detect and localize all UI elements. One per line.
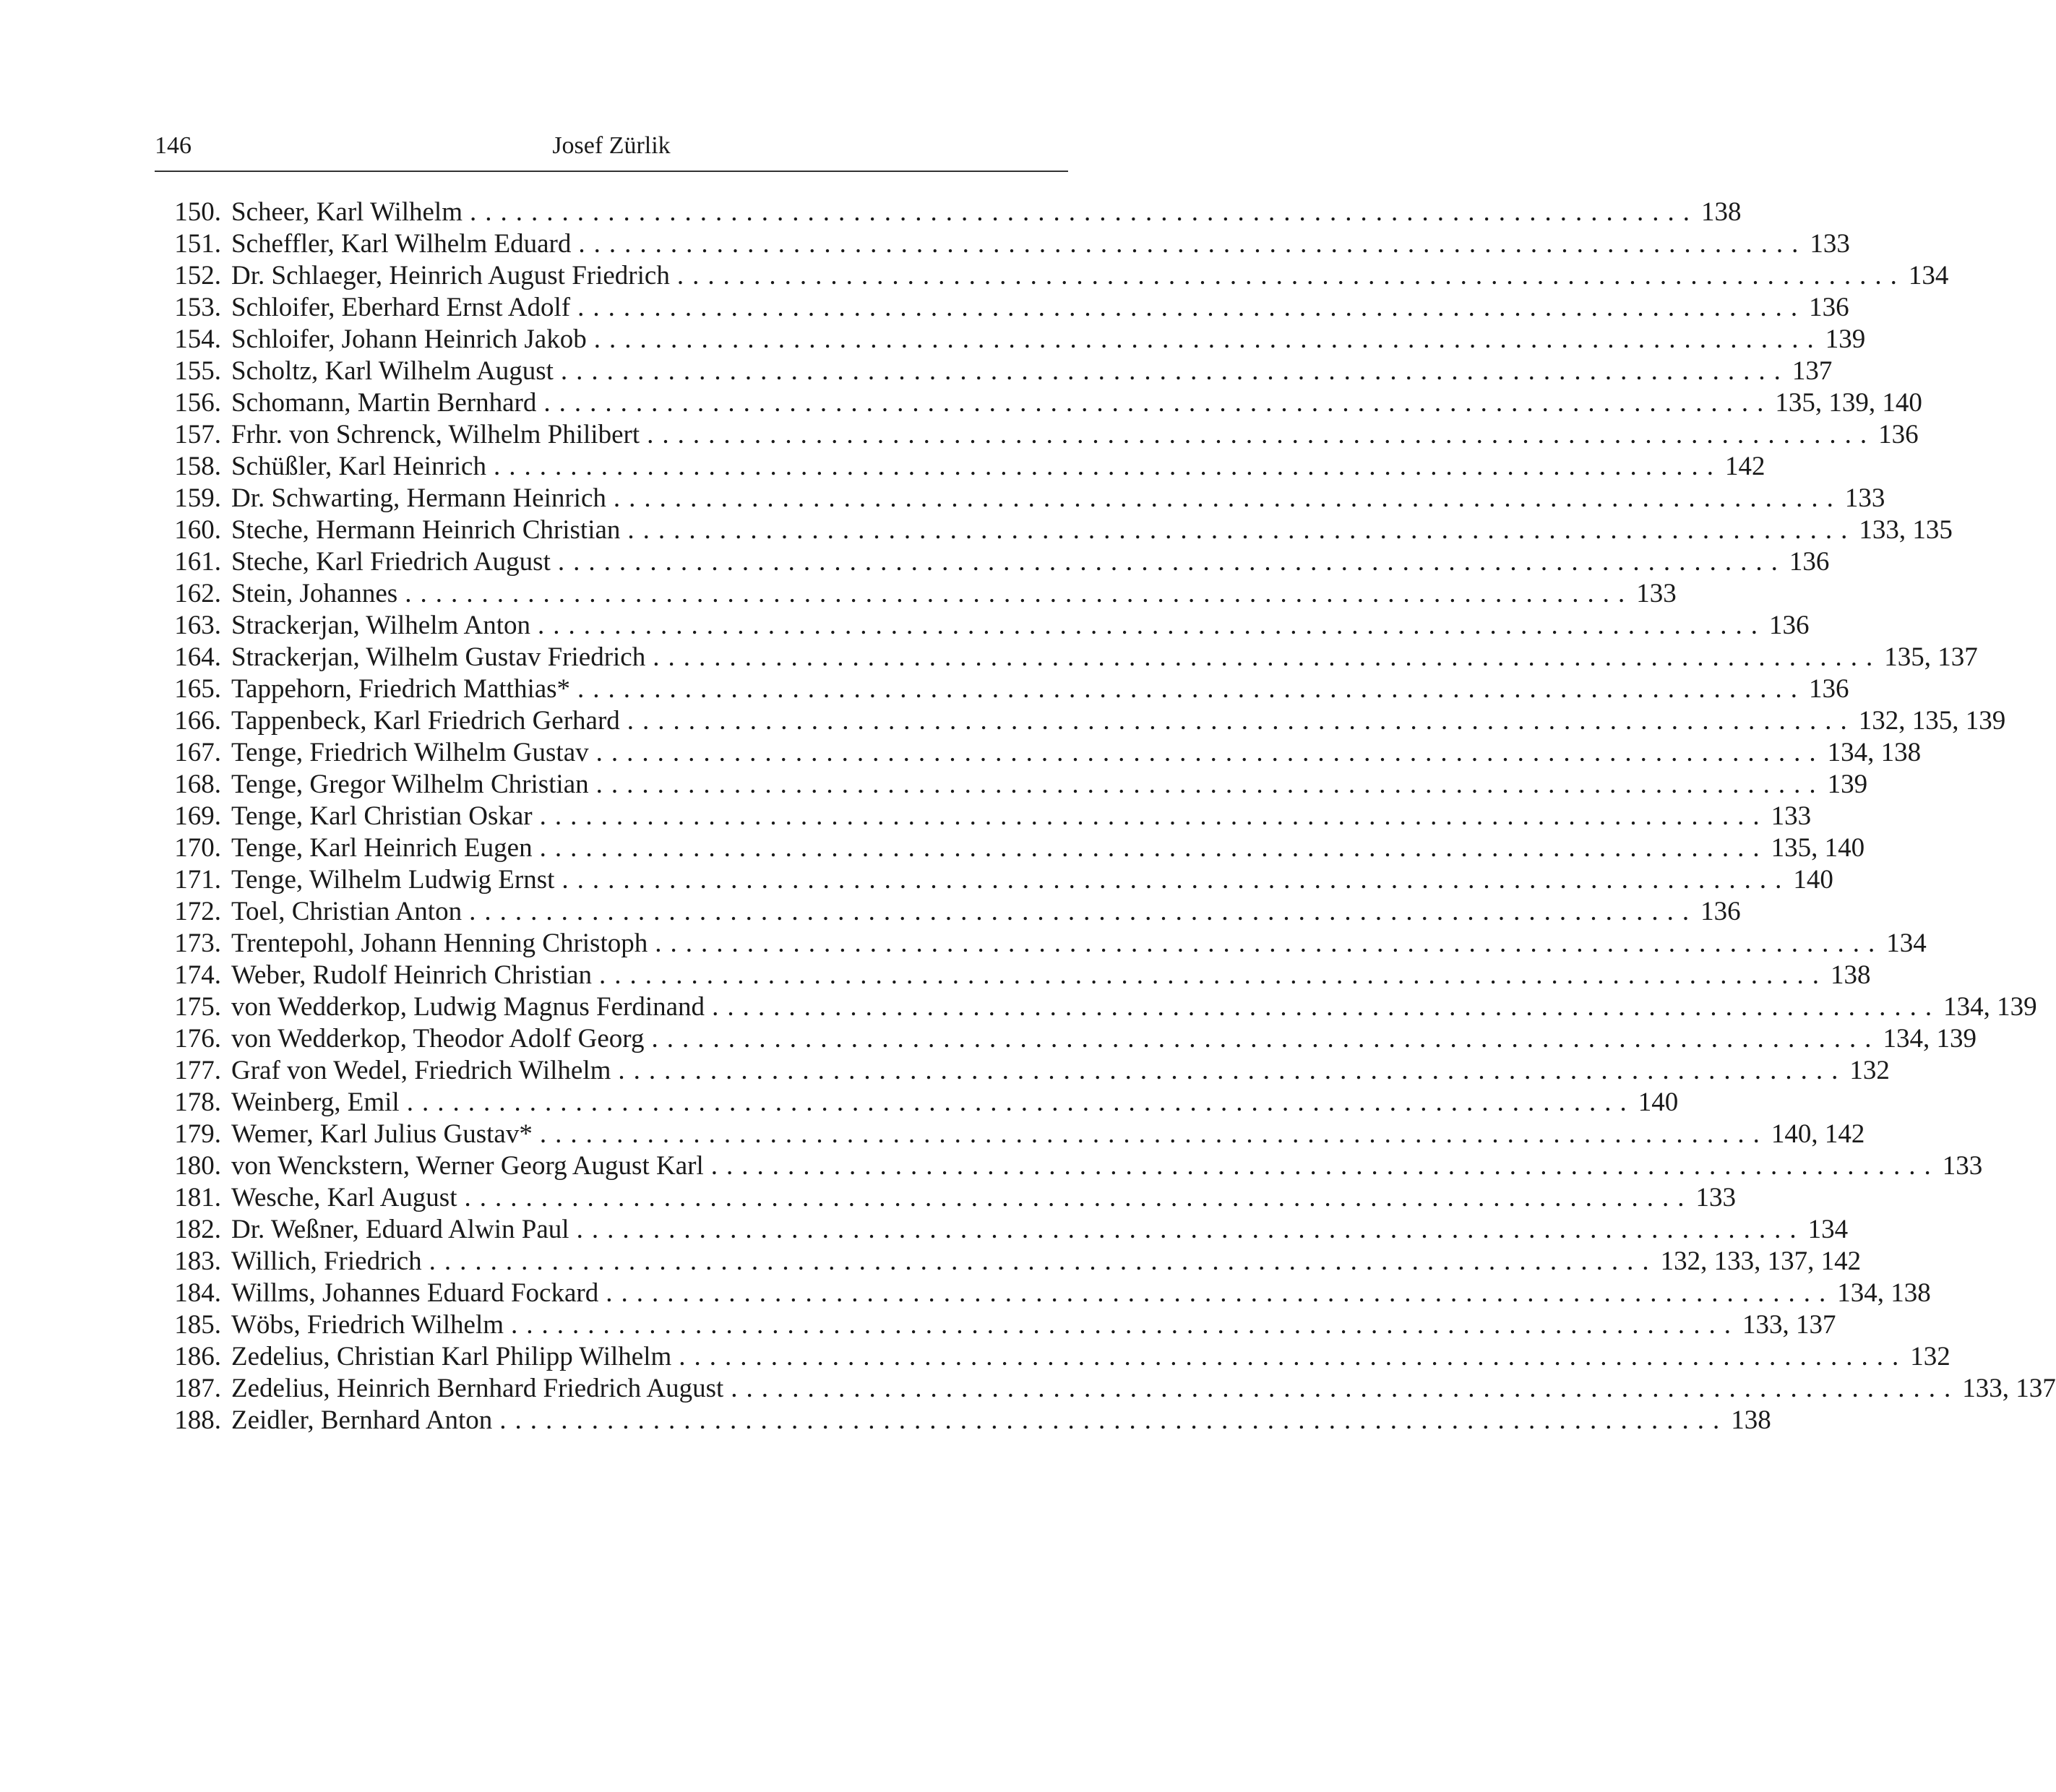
index-entry (155, 197, 1742, 228)
entry-name: Willich, Friedrich (231, 1246, 422, 1276)
entry-name: Schloifer, Johann Heinrich Jakob (231, 324, 587, 354)
entry-pages: 140 (1793, 865, 1833, 895)
index-entry (155, 228, 1850, 260)
header-rule (155, 171, 1068, 172)
entry-number: 161. (174, 547, 221, 577)
index-entry (155, 864, 1833, 896)
dot-leader: ................................................................................ (560, 356, 1789, 386)
dot-leader: ................................................................................ (499, 1405, 1729, 1435)
index-entry (155, 1214, 1849, 1246)
entry-pages: 133 (1844, 483, 1885, 513)
dot-leader: ................................................................................ (627, 706, 1856, 736)
entry-pages: 134 (1886, 929, 1927, 958)
entry-number: 172. (174, 897, 221, 926)
entry-pages: 142 (1724, 452, 1765, 481)
entry-name: Zedelius, Heinrich Bernhard Friedrich August (231, 1374, 724, 1403)
index-entry (155, 451, 1765, 483)
entry-pages: 135, 140 (1771, 833, 1865, 863)
index-entry (155, 1341, 1950, 1373)
index-entry (155, 1087, 1679, 1119)
entry-number: 153. (174, 293, 221, 322)
entry-name: Wesche, Karl August (231, 1183, 457, 1212)
dot-leader: ................................................................................ (539, 833, 1768, 863)
entry-name: von Wenckstern, Werner Georg August Karl (231, 1151, 704, 1181)
entry-name: Scheer, Karl Wilhelm (231, 197, 463, 227)
dot-leader: ................................................................................ (593, 324, 1823, 354)
entry-number: 182. (174, 1215, 221, 1244)
index-entry (155, 737, 1922, 769)
entry-name: Wöbs, Friedrich Wilhelm (231, 1310, 504, 1340)
name-index-list (155, 197, 2056, 1436)
entry-name: Schloifer, Eberhard Ernst Adolf (231, 293, 571, 322)
entry-pages: 134, 138 (1837, 1278, 1931, 1308)
index-entry (155, 260, 1949, 292)
dot-leader: ................................................................................ (576, 1215, 1805, 1244)
dot-leader: ................................................................................ (731, 1374, 1960, 1403)
entry-number: 165. (174, 674, 221, 704)
entry-name: Weber, Rudolf Heinrich Christian (231, 960, 593, 990)
entry-pages: 133 (1771, 801, 1812, 831)
entry-pages: 134, 138 (1827, 738, 1922, 767)
entry-name: Weinberg, Emil (231, 1087, 400, 1117)
entry-number: 187. (174, 1374, 221, 1403)
entry-number: 157. (174, 420, 221, 449)
index-entry (155, 387, 1922, 419)
dot-leader: ................................................................................ (543, 388, 1773, 418)
dot-leader: ................................................................................ (595, 770, 1825, 799)
dot-leader: ................................................................................ (618, 1056, 1847, 1085)
entry-name: Scholtz, Karl Wilhelm August (231, 356, 554, 386)
index-entry (155, 292, 1849, 324)
entry-pages: 136 (1789, 547, 1830, 577)
index-entry (155, 673, 1849, 705)
dot-leader: ................................................................................ (655, 929, 1884, 958)
entry-pages: 136 (1809, 674, 1849, 704)
entry-name: Tenge, Friedrich Wilhelm Gustav (231, 738, 589, 767)
dot-leader: ................................................................................ (595, 738, 1825, 767)
entry-number: 170. (174, 833, 221, 863)
index-entry (155, 419, 1919, 451)
dot-leader: ................................................................................ (539, 1119, 1768, 1149)
index-entry (155, 928, 1927, 960)
entry-pages: 138 (1701, 197, 1742, 227)
dot-leader: ................................................................................ (469, 897, 1698, 926)
entry-name: Toel, Christian Anton (231, 897, 463, 926)
entry-pages: 138 (1831, 960, 1871, 990)
entry-name: Zedelius, Christian Karl Philipp Wilhelm (231, 1342, 672, 1371)
entry-name: Strackerjan, Wilhelm Gustav Friedrich (231, 642, 646, 672)
entry-name: Trentepohl, Johann Henning Christoph (231, 929, 648, 958)
index-entry (155, 1246, 1862, 1278)
dot-leader: ................................................................................ (647, 420, 1876, 449)
entry-pages: 134, 139 (1943, 992, 2037, 1022)
index-entry (155, 991, 2037, 1023)
entry-number: 152. (174, 261, 221, 290)
index-entry (155, 1373, 2056, 1405)
entry-name: Zeidler, Bernhard Anton (231, 1405, 493, 1435)
index-entry (155, 1119, 1865, 1150)
dot-leader: ................................................................................ (406, 1087, 1635, 1117)
index-entry (155, 1309, 1836, 1341)
dot-leader: ................................................................................ (539, 801, 1768, 831)
entry-number: 180. (174, 1151, 221, 1181)
entry-pages: 133 (1636, 579, 1677, 608)
entry-pages: 133 (1810, 229, 1850, 259)
entry-number: 181. (174, 1183, 221, 1212)
entry-pages: 135, 139, 140 (1775, 388, 1922, 418)
entry-pages: 136 (1809, 293, 1849, 322)
entry-number: 177. (174, 1056, 221, 1085)
entry-number: 171. (174, 865, 221, 895)
entry-pages: 133, 135 (1859, 515, 1953, 545)
index-entry (155, 578, 1677, 610)
entry-name: Steche, Karl Friedrich August (231, 547, 551, 577)
entry-name: Tappehorn, Friedrich Matthias* (231, 674, 571, 704)
entry-number: 156. (174, 388, 221, 418)
dot-leader: ................................................................................ (599, 960, 1828, 990)
index-entry (155, 1055, 1890, 1087)
entry-name: von Wedderkop, Ludwig Magnus Ferdinand (231, 992, 705, 1022)
entry-name: Tenge, Karl Christian Oskar (231, 801, 533, 831)
entry-name: Tenge, Gregor Wilhelm Christian (231, 770, 589, 799)
entry-pages: 133 (1942, 1151, 1983, 1181)
index-entry (155, 801, 1812, 832)
entry-number: 174. (174, 960, 221, 990)
entry-pages: 134 (1807, 1215, 1849, 1244)
entry-number: 183. (174, 1246, 221, 1276)
entry-number: 159. (174, 483, 221, 513)
entry-number: 155. (174, 356, 221, 386)
dot-leader: ................................................................................ (578, 229, 1807, 259)
entry-number: 184. (174, 1278, 221, 1308)
page-header (155, 129, 1068, 169)
entry-number: 188. (174, 1405, 221, 1435)
dot-leader: ................................................................................ (493, 452, 1722, 481)
entry-name: von Wedderkop, Theodor Adolf Georg (231, 1024, 645, 1054)
entry-pages: 136 (1769, 611, 1810, 640)
dot-leader: ................................................................................ (679, 1342, 1908, 1371)
index-entry (155, 896, 1741, 928)
index-entry (155, 1182, 1736, 1214)
dot-leader: ................................................................................ (712, 992, 1941, 1022)
entry-name: Strackerjan, Wilhelm Anton (231, 611, 530, 640)
dot-leader: ................................................................................ (606, 1278, 1835, 1308)
entry-number: 166. (174, 706, 221, 736)
entry-number: 150. (174, 197, 221, 227)
entry-pages: 135, 137 (1884, 642, 1978, 672)
dot-leader: ................................................................................ (470, 197, 1698, 227)
dot-leader: ................................................................................ (577, 674, 1807, 704)
entry-number: 154. (174, 324, 221, 354)
entry-number: 168. (174, 770, 221, 799)
entry-pages: 133, 137 (1962, 1374, 2056, 1403)
entry-pages: 134 (1908, 261, 1949, 290)
entry-number: 169. (174, 801, 221, 831)
index-entry (155, 514, 1953, 546)
entry-number: 160. (174, 515, 221, 545)
entry-number: 164. (174, 642, 221, 672)
entry-name: Stein, Johannes (231, 579, 398, 608)
entry-name: Scheffler, Karl Wilhelm Eduard (231, 229, 572, 259)
entry-name: Tenge, Wilhelm Ludwig Ernst (231, 865, 555, 895)
index-entry (155, 1150, 1983, 1182)
dot-leader: ................................................................................ (405, 579, 1634, 608)
entry-pages: 133, 137 (1742, 1310, 1836, 1340)
entry-number: 162. (174, 579, 221, 608)
entry-name: Dr. Schwarting, Hermann Heinrich (231, 483, 606, 513)
index-entry (155, 960, 1871, 991)
index-entry (155, 483, 1885, 514)
entry-name: Frhr. von Schrenck, Wilhelm Philibert (231, 420, 640, 449)
index-entry (155, 356, 1833, 387)
entry-pages: 132, 133, 137, 142 (1660, 1246, 1862, 1276)
index-entry (155, 832, 1865, 864)
entry-pages: 136 (1878, 420, 1919, 449)
dot-leader: ................................................................................ (627, 515, 1857, 545)
entry-number: 158. (174, 452, 221, 481)
dot-leader: ................................................................................ (562, 865, 1791, 895)
dot-leader: ................................................................................ (676, 261, 1906, 290)
entry-number: 175. (174, 992, 221, 1022)
index-entry (155, 324, 1866, 356)
entry-number: 151. (174, 229, 221, 259)
entry-number: 185. (174, 1310, 221, 1340)
entry-name: Graf von Wedel, Friedrich Wilhelm (231, 1056, 611, 1085)
entry-name: Schüßler, Karl Heinrich (231, 452, 486, 481)
dot-leader: ................................................................................ (577, 293, 1807, 322)
index-entry (155, 546, 1830, 578)
dot-leader: ................................................................................ (651, 1024, 1880, 1054)
entry-pages: 140 (1638, 1087, 1679, 1117)
dot-leader: ................................................................................ (653, 642, 1882, 672)
entry-number: 167. (174, 738, 221, 767)
index-entry (155, 1023, 1977, 1055)
entry-name: Schomann, Martin Bernhard (231, 388, 537, 418)
dot-leader: ................................................................................ (538, 611, 1766, 640)
entry-pages: 136 (1700, 897, 1741, 926)
entry-number: 173. (174, 929, 221, 958)
entry-number: 163. (174, 611, 221, 640)
entry-pages: 134, 139 (1883, 1024, 1977, 1054)
entry-pages: 140, 142 (1771, 1119, 1865, 1149)
entry-name: Tenge, Karl Heinrich Eugen (231, 833, 533, 863)
entry-number: 176. (174, 1024, 221, 1054)
dot-leader: ................................................................................ (464, 1183, 1693, 1212)
index-entry (155, 769, 1868, 801)
entry-pages: 139 (1827, 770, 1868, 799)
entry-pages: 132 (1910, 1342, 1950, 1371)
dot-leader: ................................................................................ (511, 1310, 1740, 1340)
index-entry (155, 705, 2006, 737)
dot-leader: ................................................................................ (613, 483, 1842, 513)
entry-name: Dr. Schlaeger, Heinrich August Friedrich (231, 261, 670, 290)
entry-pages: 139 (1825, 324, 1866, 354)
entry-number: 186. (174, 1342, 221, 1371)
index-entry (155, 1278, 1931, 1309)
page-number: 146 (155, 132, 192, 159)
entry-pages: 132, 135, 139 (1858, 706, 2006, 736)
entry-number: 179. (174, 1119, 221, 1149)
running-title: Josef Zürlik (552, 132, 671, 159)
entry-name: Tappenbeck, Karl Friedrich Gerhard (231, 706, 620, 736)
dot-leader: ................................................................................ (557, 547, 1786, 577)
index-entry (155, 610, 1810, 642)
dot-leader: ................................................................................ (429, 1246, 1658, 1276)
entry-name: Dr. Weßner, Eduard Alwin Paul (231, 1215, 569, 1244)
entry-name: Willms, Johannes Eduard Fockard (231, 1278, 599, 1308)
entry-pages: 133 (1695, 1183, 1736, 1212)
entry-pages: 138 (1731, 1405, 1771, 1435)
index-entry (155, 1405, 1771, 1436)
dot-leader: ................................................................................ (710, 1151, 1940, 1181)
entry-name: Wemer, Karl Julius Gustav* (231, 1119, 533, 1149)
index-entry (155, 642, 1978, 673)
entry-pages: 137 (1792, 356, 1833, 386)
entry-name: Steche, Hermann Heinrich Christian (231, 515, 621, 545)
entry-pages: 132 (1849, 1056, 1890, 1085)
entry-number: 178. (174, 1087, 221, 1117)
